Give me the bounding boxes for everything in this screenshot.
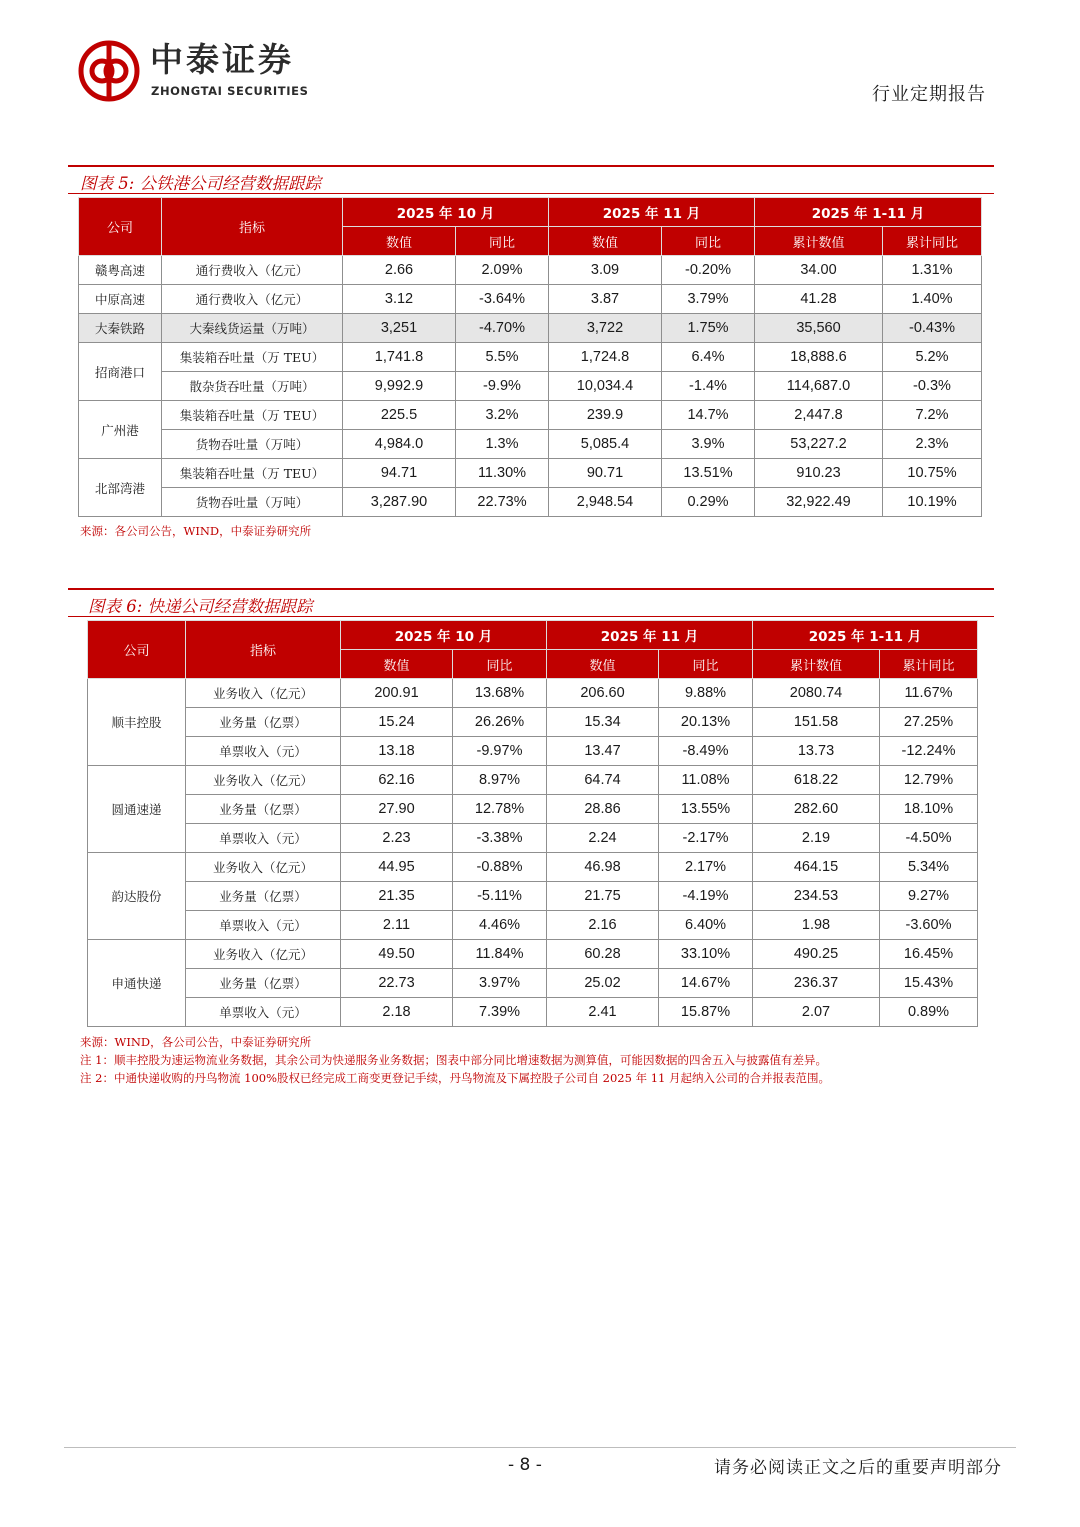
- table-row: [88, 853, 978, 882]
- column-header-sub: 同比: [453, 650, 547, 679]
- report-type: 行业定期报告: [872, 84, 986, 105]
- figure6-table-body: [88, 679, 978, 1027]
- yoy-cell: -0.20%: [662, 256, 755, 285]
- value-cell: 2,948.54: [549, 488, 662, 517]
- cumulative-yoy-cell: 12.79%: [880, 766, 978, 795]
- yoy-cell: 11.08%: [659, 766, 753, 795]
- value-cell: 15.24: [341, 708, 453, 737]
- yoy-cell: 33.10%: [659, 940, 753, 969]
- cumulative-yoy-cell: 7.2%: [883, 401, 982, 430]
- value-cell: 2.23: [341, 824, 453, 853]
- value-cell: 13.18: [341, 737, 453, 766]
- table-row: [79, 343, 982, 372]
- yoy-cell: 9.88%: [659, 679, 753, 708]
- yoy-cell: 3.9%: [662, 430, 755, 459]
- table-row: [88, 824, 978, 853]
- yoy-cell: 7.39%: [453, 998, 547, 1027]
- column-header-period: 2025 年 10 月: [341, 621, 547, 650]
- yoy-cell: 14.67%: [659, 969, 753, 998]
- value-cell: 3,722: [549, 314, 662, 343]
- value-cell: 2.11: [341, 911, 453, 940]
- yoy-cell: 2.09%: [456, 256, 549, 285]
- column-header-company: 公司: [88, 621, 186, 679]
- value-cell: 60.28: [547, 940, 659, 969]
- cumulative-value-cell: 2,447.8: [755, 401, 883, 430]
- yoy-cell: -8.49%: [659, 737, 753, 766]
- table-row: [79, 372, 982, 401]
- indicator-cell: 单票收入（元）: [186, 737, 341, 766]
- table-row: [79, 285, 982, 314]
- cumulative-value-cell: 236.37: [753, 969, 880, 998]
- indicator-cell: 业务量（亿票）: [186, 882, 341, 911]
- column-header-sub: 数值: [547, 650, 659, 679]
- figure6-note-1: 注 1：顺丰控股为速运物流业务数据，其余公司为快递服务业务数据；图表中部分同比增速数据为测算值，可能因数据的四舍五入与披露值有差异。: [80, 1053, 827, 1067]
- indicator-cell: 单票收入（元）: [186, 998, 341, 1027]
- figure5-top-rule: [68, 165, 994, 167]
- yoy-cell: -4.19%: [659, 882, 753, 911]
- yoy-cell: 20.13%: [659, 708, 753, 737]
- yoy-cell: 5.5%: [456, 343, 549, 372]
- table-row: [88, 795, 978, 824]
- column-header-sub: 同比: [456, 227, 549, 256]
- yoy-cell: 2.17%: [659, 853, 753, 882]
- yoy-cell: 3.97%: [453, 969, 547, 998]
- cumulative-value-cell: 34.00: [755, 256, 883, 285]
- table-row: [88, 679, 978, 708]
- table-row: [88, 969, 978, 998]
- value-cell: 13.47: [547, 737, 659, 766]
- value-cell: 2.41: [547, 998, 659, 1027]
- column-header-indicator: 指标: [162, 198, 343, 256]
- indicator-cell: 通行费收入（亿元）: [162, 256, 343, 285]
- column-header-sub: 累计数值: [753, 650, 880, 679]
- value-cell: 64.74: [547, 766, 659, 795]
- value-cell: 62.16: [341, 766, 453, 795]
- cumulative-yoy-cell: -0.43%: [883, 314, 982, 343]
- value-cell: 206.60: [547, 679, 659, 708]
- cumulative-value-cell: 41.28: [755, 285, 883, 314]
- table-row: [88, 737, 978, 766]
- value-cell: 3.87: [549, 285, 662, 314]
- table-row: [88, 940, 978, 969]
- column-header-period: 2025 年 1-11 月: [753, 621, 978, 650]
- table-row: [88, 998, 978, 1027]
- value-cell: 4,984.0: [343, 430, 456, 459]
- indicator-cell: 大秦线货运量（万吨）: [162, 314, 343, 343]
- value-cell: 94.71: [343, 459, 456, 488]
- yoy-cell: -9.97%: [453, 737, 547, 766]
- table-row: [88, 708, 978, 737]
- value-cell: 25.02: [547, 969, 659, 998]
- cumulative-value-cell: 18,888.6: [755, 343, 883, 372]
- column-header-indicator: 指标: [186, 621, 341, 679]
- cumulative-yoy-cell: 15.43%: [880, 969, 978, 998]
- company-cell: 北部湾港: [79, 459, 162, 517]
- cumulative-value-cell: 13.73: [753, 737, 880, 766]
- cumulative-value-cell: 618.22: [753, 766, 880, 795]
- value-cell: 2.18: [341, 998, 453, 1027]
- yoy-cell: -0.88%: [453, 853, 547, 882]
- yoy-cell: 26.26%: [453, 708, 547, 737]
- table-row: [79, 459, 982, 488]
- value-cell: 1,724.8: [549, 343, 662, 372]
- indicator-cell: 货物吞吐量（万吨）: [162, 430, 343, 459]
- indicator-cell: 集装箱吞吐量（万 TEU）: [162, 343, 343, 372]
- figure5-title-rule: [68, 193, 994, 194]
- indicator-cell: 散杂货吞吐量（万吨）: [162, 372, 343, 401]
- cumulative-value-cell: 464.15: [753, 853, 880, 882]
- figure6-table-head: [88, 621, 978, 679]
- indicator-cell: 集装箱吞吐量（万 TEU）: [162, 459, 343, 488]
- yoy-cell: -1.4%: [662, 372, 755, 401]
- yoy-cell: 3.2%: [456, 401, 549, 430]
- figure5-table: [78, 197, 982, 517]
- indicator-cell: 单票收入（元）: [186, 911, 341, 940]
- column-header-sub: 累计同比: [880, 650, 978, 679]
- cumulative-yoy-cell: 5.2%: [883, 343, 982, 372]
- column-header-sub: 同比: [659, 650, 753, 679]
- column-header-period: 2025 年 11 月: [549, 198, 755, 227]
- cumulative-value-cell: 114,687.0: [755, 372, 883, 401]
- value-cell: 5,085.4: [549, 430, 662, 459]
- cumulative-yoy-cell: 11.67%: [880, 679, 978, 708]
- yoy-cell: 11.84%: [453, 940, 547, 969]
- cumulative-value-cell: 2080.74: [753, 679, 880, 708]
- value-cell: 225.5: [343, 401, 456, 430]
- cumulative-value-cell: 35,560: [755, 314, 883, 343]
- brand-name-cn: 中泰证券: [150, 40, 294, 79]
- yoy-cell: 12.78%: [453, 795, 547, 824]
- figure5-table-head: [79, 198, 982, 256]
- company-cell: 韵达股份: [88, 853, 186, 940]
- company-cell: 申通快递: [88, 940, 186, 1027]
- figure5-title: 图表 5: 公铁港公司经营数据跟踪: [80, 174, 322, 193]
- company-cell: 大秦铁路: [79, 314, 162, 343]
- cumulative-value-cell: 910.23: [755, 459, 883, 488]
- yoy-cell: 14.7%: [662, 401, 755, 430]
- value-cell: 2.16: [547, 911, 659, 940]
- cumulative-value-cell: 1.98: [753, 911, 880, 940]
- figure6-note-2: 注 2：中通快递收购的丹鸟物流 100%股权已经完成工商变更登记手续，丹鸟物流及下属控股子公司自 2025 年 11 月起纳入公司的合并报表范围。: [80, 1071, 831, 1085]
- indicator-cell: 业务收入（亿元）: [186, 940, 341, 969]
- yoy-cell: 22.73%: [456, 488, 549, 517]
- table-row: [88, 882, 978, 911]
- value-cell: 21.75: [547, 882, 659, 911]
- cumulative-value-cell: 234.53: [753, 882, 880, 911]
- column-header-period: 2025 年 10 月: [343, 198, 549, 227]
- column-header-sub: 数值: [341, 650, 453, 679]
- value-cell: 21.35: [341, 882, 453, 911]
- table-row: [79, 401, 982, 430]
- yoy-cell: -3.38%: [453, 824, 547, 853]
- company-cell: 顺丰控股: [88, 679, 186, 766]
- column-header-period: 2025 年 1-11 月: [755, 198, 982, 227]
- value-cell: 46.98: [547, 853, 659, 882]
- cumulative-yoy-cell: 5.34%: [880, 853, 978, 882]
- value-cell: 3,251: [343, 314, 456, 343]
- value-cell: 90.71: [549, 459, 662, 488]
- value-cell: 22.73: [341, 969, 453, 998]
- yoy-cell: -3.64%: [456, 285, 549, 314]
- figure6-table: [87, 620, 978, 1027]
- column-header-sub: 数值: [343, 227, 456, 256]
- value-cell: 44.95: [341, 853, 453, 882]
- yoy-cell: 4.46%: [453, 911, 547, 940]
- table-row: [79, 488, 982, 517]
- figure6-title: 图表 6: 快递公司经营数据跟踪: [88, 597, 313, 616]
- value-cell: 3.12: [343, 285, 456, 314]
- yoy-cell: 8.97%: [453, 766, 547, 795]
- cumulative-yoy-cell: 10.19%: [883, 488, 982, 517]
- cumulative-yoy-cell: 10.75%: [883, 459, 982, 488]
- yoy-cell: 15.87%: [659, 998, 753, 1027]
- yoy-cell: 3.79%: [662, 285, 755, 314]
- brand-name-en: ZHONGTAI SECURITIES: [151, 84, 309, 98]
- yoy-cell: 6.40%: [659, 911, 753, 940]
- value-cell: 15.34: [547, 708, 659, 737]
- cumulative-yoy-cell: -3.60%: [880, 911, 978, 940]
- indicator-cell: 业务量（亿票）: [186, 708, 341, 737]
- figure6-title-rule: [68, 616, 994, 617]
- cumulative-yoy-cell: 9.27%: [880, 882, 978, 911]
- column-header-sub: 数值: [549, 227, 662, 256]
- value-cell: 239.9: [549, 401, 662, 430]
- company-cell: 广州港: [79, 401, 162, 459]
- zhongtai-logo-icon: [78, 40, 140, 102]
- cumulative-value-cell: 282.60: [753, 795, 880, 824]
- value-cell: 28.86: [547, 795, 659, 824]
- figure6-source: 来源：WIND，各公司公告，中泰证券研究所: [80, 1035, 312, 1049]
- yoy-cell: -4.70%: [456, 314, 549, 343]
- yoy-cell: -9.9%: [456, 372, 549, 401]
- company-cell: 圆通速递: [88, 766, 186, 853]
- value-cell: 200.91: [341, 679, 453, 708]
- indicator-cell: 业务收入（亿元）: [186, 679, 341, 708]
- yoy-cell: 6.4%: [662, 343, 755, 372]
- indicator-cell: 业务量（亿票）: [186, 795, 341, 824]
- table-row: [79, 430, 982, 459]
- cumulative-value-cell: 151.58: [753, 708, 880, 737]
- indicator-cell: 货物吞吐量（万吨）: [162, 488, 343, 517]
- figure5-table-body: [79, 256, 982, 517]
- cumulative-yoy-cell: -12.24%: [880, 737, 978, 766]
- value-cell: 3,287.90: [343, 488, 456, 517]
- column-header-sub: 累计同比: [883, 227, 982, 256]
- indicator-cell: 业务收入（亿元）: [186, 853, 341, 882]
- figure6-top-rule: [68, 588, 994, 590]
- column-header-sub: 同比: [662, 227, 755, 256]
- column-header-period: 2025 年 11 月: [547, 621, 753, 650]
- column-header-company: 公司: [79, 198, 162, 256]
- indicator-cell: 通行费收入（亿元）: [162, 285, 343, 314]
- indicator-cell: 业务收入（亿元）: [186, 766, 341, 795]
- cumulative-yoy-cell: -4.50%: [880, 824, 978, 853]
- value-cell: 3.09: [549, 256, 662, 285]
- company-cell: 招商港口: [79, 343, 162, 401]
- cumulative-value-cell: 490.25: [753, 940, 880, 969]
- value-cell: 2.24: [547, 824, 659, 853]
- table-row: [88, 766, 978, 795]
- footer-disclaimer: 请务必阅读正文之后的重要声明部分: [714, 1458, 1002, 1478]
- value-cell: 10,034.4: [549, 372, 662, 401]
- yoy-cell: 0.29%: [662, 488, 755, 517]
- yoy-cell: -5.11%: [453, 882, 547, 911]
- company-cell: 赣粤高速: [79, 256, 162, 285]
- footer-rule: [64, 1447, 1016, 1448]
- cumulative-yoy-cell: 18.10%: [880, 795, 978, 824]
- cumulative-yoy-cell: 2.3%: [883, 430, 982, 459]
- cumulative-yoy-cell: 27.25%: [880, 708, 978, 737]
- yoy-cell: 13.55%: [659, 795, 753, 824]
- company-cell: 中原高速: [79, 285, 162, 314]
- cumulative-value-cell: 32,922.49: [755, 488, 883, 517]
- figure5-source: 来源：各公司公告，WIND，中泰证券研究所: [80, 524, 312, 538]
- value-cell: 1,741.8: [343, 343, 456, 372]
- cumulative-yoy-cell: 1.31%: [883, 256, 982, 285]
- column-header-sub: 累计数值: [755, 227, 883, 256]
- cumulative-value-cell: 2.07: [753, 998, 880, 1027]
- yoy-cell: 13.51%: [662, 459, 755, 488]
- table-row: [79, 314, 982, 343]
- yoy-cell: -2.17%: [659, 824, 753, 853]
- cumulative-yoy-cell: 0.89%: [880, 998, 978, 1027]
- table-row: [88, 911, 978, 940]
- page-number: - 8 -: [508, 1455, 542, 1475]
- yoy-cell: 13.68%: [453, 679, 547, 708]
- indicator-cell: 单票收入（元）: [186, 824, 341, 853]
- value-cell: 27.90: [341, 795, 453, 824]
- table-row: [79, 256, 982, 285]
- yoy-cell: 1.3%: [456, 430, 549, 459]
- value-cell: 49.50: [341, 940, 453, 969]
- value-cell: 2.66: [343, 256, 456, 285]
- cumulative-yoy-cell: 16.45%: [880, 940, 978, 969]
- yoy-cell: 11.30%: [456, 459, 549, 488]
- cumulative-value-cell: 53,227.2: [755, 430, 883, 459]
- value-cell: 9,992.9: [343, 372, 456, 401]
- cumulative-yoy-cell: -0.3%: [883, 372, 982, 401]
- indicator-cell: 业务量（亿票）: [186, 969, 341, 998]
- yoy-cell: 1.75%: [662, 314, 755, 343]
- cumulative-value-cell: 2.19: [753, 824, 880, 853]
- indicator-cell: 集装箱吞吐量（万 TEU）: [162, 401, 343, 430]
- cumulative-yoy-cell: 1.40%: [883, 285, 982, 314]
